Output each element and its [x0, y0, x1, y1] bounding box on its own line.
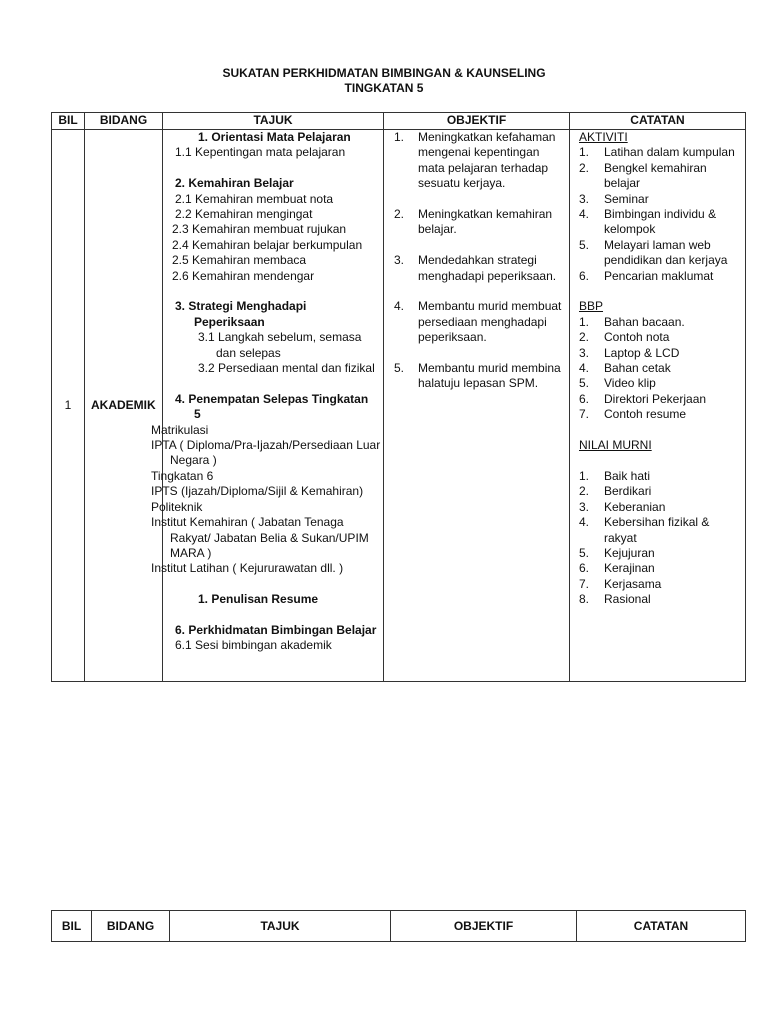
item-text: [604, 484, 741, 499]
item-line: halatuju lepasan SPM.: [418, 376, 539, 391]
item-text: [604, 546, 741, 561]
item-text: [418, 207, 565, 238]
aktiviti-item: [579, 192, 741, 207]
item-line: Kerjasama: [604, 576, 662, 591]
item-line: Direktori Pekerjaan: [604, 391, 707, 406]
item-text: [418, 299, 565, 345]
item-line: peperiksaan.: [418, 330, 487, 345]
item-line: Seminar: [604, 191, 649, 206]
placement-item-cont: MARA ): [170, 545, 212, 560]
item-text: [604, 500, 741, 515]
item-line: rakyat: [604, 530, 637, 545]
cell-objektif: [384, 130, 570, 682]
item-number: 6.: [579, 561, 590, 576]
objektif-item: [394, 130, 565, 192]
item-number: 5.: [579, 237, 590, 252]
cell-bidang: AKADEMIK: [85, 130, 163, 682]
tajuk-section-5: 1. Penulisan Resume: [198, 592, 319, 607]
item-line: belajar.: [418, 222, 457, 237]
placement-item: Matrikulasi: [151, 422, 209, 437]
item-text: [604, 192, 741, 207]
item-line: Bahan bacaan.: [604, 314, 685, 329]
item-line: mengenai kepentingan: [418, 145, 540, 160]
tajuk-item: 3.2 Persediaan mental dan fizikal: [198, 361, 375, 376]
item-line: Kebersihan fizikal &: [604, 515, 710, 530]
header-bil: BIL: [52, 911, 92, 942]
tajuk-item: 2.3 Kemahiran membuat rujukan: [172, 222, 347, 237]
objektif-item: [394, 299, 565, 345]
item-number: 2.: [579, 160, 590, 175]
item-text: [604, 376, 741, 391]
tajuk-item: 3.1 Langkah sebelum, semasa: [198, 330, 362, 345]
item-line: sesuatu kerjaya.: [418, 176, 506, 191]
placement-item: IPTS (Ijazah/Diploma/Sijil & Kemahiran): [151, 484, 364, 499]
bbp-item: [579, 407, 741, 422]
item-text: [604, 561, 741, 576]
bbp-item: [579, 376, 741, 391]
item-line: Kejujuran: [604, 545, 655, 560]
nilai-item: [579, 592, 741, 607]
tajuk-item-cont: dan selepas: [216, 345, 281, 360]
placement-item: Institut Kemahiran ( Jabatan Tenaga: [151, 515, 344, 530]
cell-catatan: [570, 130, 746, 682]
item-line: Bimbingan individu &: [604, 207, 717, 222]
item-text: [604, 515, 741, 546]
item-line: Membantu murid membuat: [418, 299, 562, 314]
item-text: [604, 346, 741, 361]
item-text: [418, 253, 565, 284]
tajuk-item: 1.1 Kepentingan mata pelajaran: [175, 145, 346, 160]
bbp-item: [579, 330, 741, 345]
item-number: 3.: [394, 253, 405, 268]
item-line: Mendedahkan strategi: [418, 253, 537, 268]
item-line: mata pelajaran terhadap: [418, 160, 549, 175]
item-line: Meningkatkan kefahaman: [418, 130, 556, 144]
aktiviti-item: [579, 145, 741, 160]
objektif-list: [394, 130, 565, 392]
item-text: [604, 207, 741, 238]
item-number: 6.: [579, 268, 590, 283]
tajuk-item: 2.4 Kemahiran belajar berkumpulan: [172, 237, 363, 252]
continuation-table-header: [51, 910, 746, 942]
item-line: Bahan cetak: [604, 361, 671, 376]
item-line: Meningkatkan kemahiran: [418, 207, 553, 222]
tajuk-item: 6.1 Sesi bimbingan akademik: [175, 638, 332, 653]
item-line: persediaan menghadapi: [418, 314, 547, 329]
tajuk-item: 2.5 Kemahiran membaca: [172, 253, 307, 268]
item-line: Keberanian: [604, 499, 666, 514]
item-line: Rasional: [604, 592, 651, 607]
aktiviti-heading: AKTIVITI: [579, 130, 628, 144]
cell-tajuk: [151, 130, 384, 682]
tajuk-section-4-cont: 5: [194, 407, 201, 422]
item-line: Contoh nota: [604, 330, 670, 345]
nilai-item: [579, 515, 741, 546]
nilai-item: [579, 546, 741, 561]
item-line: belajar: [604, 176, 641, 191]
item-number: 2.: [579, 330, 590, 345]
objektif-item: [394, 361, 565, 392]
placement-item-cont: Negara ): [170, 453, 217, 468]
bbp-item: [579, 361, 741, 376]
objektif-item: [394, 207, 565, 238]
item-number: 5.: [579, 545, 590, 560]
placement-item: Tingkatan 6: [151, 468, 214, 483]
tajuk-item: 2.1 Kemahiran membuat nota: [175, 191, 334, 206]
item-number: 5.: [579, 376, 590, 391]
item-line: Baik hati: [604, 468, 651, 483]
aktiviti-item: [579, 269, 741, 284]
table-header-row: [52, 911, 746, 942]
nilai-item: [579, 484, 741, 499]
item-number: 8.: [579, 592, 590, 607]
item-number: 1.: [579, 145, 590, 160]
item-number: 3.: [579, 191, 590, 206]
item-text: [604, 161, 741, 192]
item-number: 7.: [579, 407, 590, 422]
tajuk-item: 2.6 Kemahiran mendengar: [172, 268, 315, 283]
objektif-item: [394, 253, 565, 284]
item-line: menghadapi peperiksaan.: [418, 268, 557, 283]
header-tajuk: TAJUK: [170, 911, 391, 942]
item-text: [418, 361, 565, 392]
document-title: SUKATAN PERKHIDMATAN BIMBINGAN & KAUNSELING: [222, 66, 546, 80]
bbp-heading: BBP: [579, 299, 604, 314]
aktiviti-item: [579, 161, 741, 192]
item-number: 7.: [579, 576, 590, 591]
bbp-item: [579, 346, 741, 361]
header-bil: BIL: [52, 113, 85, 130]
header-objektif: OBJEKTIF: [391, 911, 577, 942]
placement-item: Politeknik: [151, 499, 203, 514]
header-catatan: CATATAN: [570, 113, 746, 130]
item-text: [604, 592, 741, 607]
item-line: Membantu murid membina: [418, 361, 561, 376]
item-number: 2.: [394, 207, 405, 222]
placement-item: IPTA ( Diploma/Pra-Ijazah/Persediaan Luar: [151, 438, 381, 453]
tajuk-item: 2.2 Kemahiran mengingat: [175, 207, 313, 222]
item-line: Contoh resume: [604, 407, 687, 422]
item-number: 4.: [394, 299, 405, 314]
item-number: 4.: [579, 361, 590, 376]
item-text: [604, 361, 741, 376]
placement-item: Institut Latihan ( Kejururawatan dll. ): [151, 561, 344, 576]
item-text: [604, 238, 741, 269]
item-number: 3.: [579, 345, 590, 360]
item-number: 6.: [579, 391, 590, 406]
tajuk-section-1: 1. Orientasi Mata Pelajaran: [198, 130, 351, 144]
item-line: pendidikan dan kerjaya: [604, 253, 728, 268]
placement-item-cont: Rakyat/ Jabatan Belia & Sukan/UPIM: [170, 530, 369, 545]
nilai-item: [579, 577, 741, 592]
tajuk-section-6: 6. Perkhidmatan Bimbingan Belajar: [175, 622, 377, 637]
tajuk-section-3-cont: Peperiksaan: [194, 314, 265, 329]
aktiviti-item: [579, 207, 741, 238]
item-text: [604, 330, 741, 345]
item-number: 4.: [579, 207, 590, 222]
tajuk-section-4: 4. Penempatan Selepas Tingkatan: [175, 391, 369, 406]
item-text: [604, 145, 741, 160]
item-line: Video klip: [604, 376, 656, 391]
item-number: 4.: [579, 515, 590, 530]
header-objektif: OBJEKTIF: [384, 113, 570, 130]
header-bidang: BIDANG: [92, 911, 170, 942]
item-line: Kerajinan: [604, 561, 655, 576]
document-subtitle: TINGKATAN 5: [344, 81, 424, 95]
item-line: Latihan dalam kumpulan: [604, 145, 735, 160]
bbp-list: [579, 315, 741, 423]
tajuk-section-2: 2. Kemahiran Belajar: [175, 176, 294, 191]
item-line: Bengkel kemahiran: [604, 160, 707, 175]
cell-bil: 1: [52, 130, 85, 682]
nilai-item: [579, 561, 741, 576]
item-line: Melayari laman web: [604, 237, 711, 252]
item-number: 1.: [394, 130, 405, 144]
item-line: Berdikari: [604, 484, 652, 499]
nilai-heading: NILAI MURNI: [579, 438, 652, 453]
bbp-item: [579, 392, 741, 407]
item-line: Laptop & LCD: [604, 345, 680, 360]
item-text: [418, 130, 565, 192]
item-line: kelompok: [604, 222, 656, 237]
item-text: [604, 269, 741, 284]
table-header-row: [52, 113, 746, 130]
header-bidang: BIDANG: [85, 113, 163, 130]
syllabus-table: [51, 112, 746, 682]
item-number: 3.: [579, 499, 590, 514]
item-text: [604, 392, 741, 407]
item-number: 1.: [579, 468, 590, 483]
item-text: [604, 315, 741, 330]
aktiviti-item: [579, 238, 741, 269]
item-text: [604, 407, 741, 422]
item-number: 2.: [579, 484, 590, 499]
nilai-item: [579, 469, 741, 484]
bbp-item: [579, 315, 741, 330]
item-number: 1.: [579, 314, 590, 329]
nilai-list: [579, 469, 741, 608]
item-text: [604, 577, 741, 592]
table-row: [52, 130, 746, 682]
item-number: 5.: [394, 361, 405, 376]
header-catatan: CATATAN: [577, 911, 746, 942]
header-tajuk: TAJUK: [163, 113, 384, 130]
item-text: [604, 469, 741, 484]
aktiviti-list: [579, 145, 741, 284]
nilai-item: [579, 500, 741, 515]
tajuk-section-3: 3. Strategi Menghadapi: [175, 299, 307, 314]
item-line: Pencarian maklumat: [604, 268, 714, 283]
